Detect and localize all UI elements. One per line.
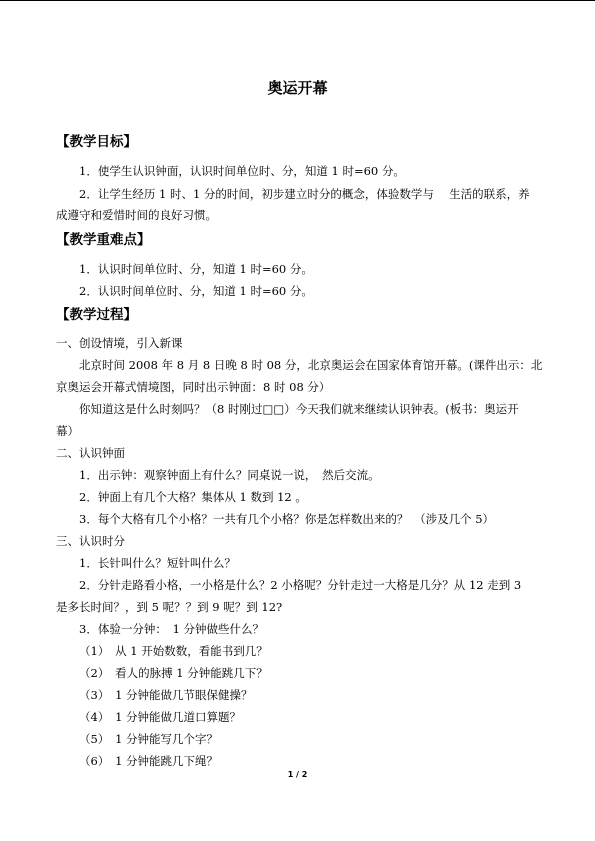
keypoint-line-2: 2．认识时间单位时、分，知道 1 时=60 分。 xyxy=(79,284,313,298)
process-line: 2．钟面上有几个大格？集体从 1 数到 12 。 xyxy=(79,490,307,504)
section-heading-process: 【教学过程】 xyxy=(56,307,137,323)
section-heading-goals: 【教学目标】 xyxy=(56,134,137,150)
process-line: 北京时间 2008 年 8 月 8 日晚 8 时 08 分，北京奥运会在国家体育馆开幕。(课件出示：北 xyxy=(79,358,543,372)
process-line: 1．长针叫什么？短针叫什么？ xyxy=(79,556,236,570)
process-line: 二、认识钟面 xyxy=(56,446,125,460)
process-line: 你知道这是什么时刻吗？（8 时刚过□□）今天我们就来继续认识钟表。(板书：奥运开 xyxy=(79,402,519,416)
header-rule xyxy=(0,0,595,1)
process-line: （2） 看人的脉搏 1 分钟能跳几下？ xyxy=(79,666,268,680)
keypoint-line-1: 1．认识时间单位时、分，知道 1 时=60 分。 xyxy=(79,262,313,276)
process-line: （4） 1 分钟能做几道口算题？ xyxy=(79,710,242,724)
page-number: 1 / 2 xyxy=(287,770,308,779)
process-line: 2．分针走路看小格，一小格是什么？2 小格呢？分针走过一大格是几分？从 12 走到 3 xyxy=(79,578,522,592)
process-line: （3） 1 分钟能做几节眼保健操？ xyxy=(79,688,253,702)
process-line: 幕） xyxy=(56,424,79,438)
process-line: （6） 1 分钟能跳几下绳？ xyxy=(79,754,219,768)
process-line: 3．每个大格有几个小格？一共有几个小格？你是怎样数出来的？ （涉及几个 5） xyxy=(79,512,495,526)
process-line: 3．体验一分钟： 1 分钟做些什么？ xyxy=(79,622,265,636)
process-line: 京奥运会开幕式情境图，同时出示钟面：8 时 08 分） xyxy=(56,380,331,394)
process-line: 是多长时间？，到 5 呢？？到 9 呢？到 12? xyxy=(56,600,283,614)
process-line: （5） 1 分钟能写几个字？ xyxy=(79,732,219,746)
section-heading-keypoints: 【教学重难点】 xyxy=(56,232,151,248)
process-line: （1） 从 1 开始数数，看能书到几？ xyxy=(79,644,268,658)
process-line: 三、认识时分 xyxy=(56,534,125,548)
process-line: 1．出示钟：观察钟面上有什么？同桌说一说， 然后交流。 xyxy=(79,468,380,482)
page-title: 奥运开幕 xyxy=(267,79,328,97)
goal-line-3: 成遵守和爱惜时间的良好习惯。 xyxy=(56,208,217,222)
process-line: 一、创设情境，引入新课 xyxy=(56,336,183,350)
goal-line-1: 1．使学生认识钟面，认识时间单位时、分，知道 1 时=60 分。 xyxy=(79,164,405,178)
goal-line-2: 2．让学生经历 1 时、1 分的时间，初步建立时分的概念，体验数学与 生活的联系，养 xyxy=(79,187,530,201)
